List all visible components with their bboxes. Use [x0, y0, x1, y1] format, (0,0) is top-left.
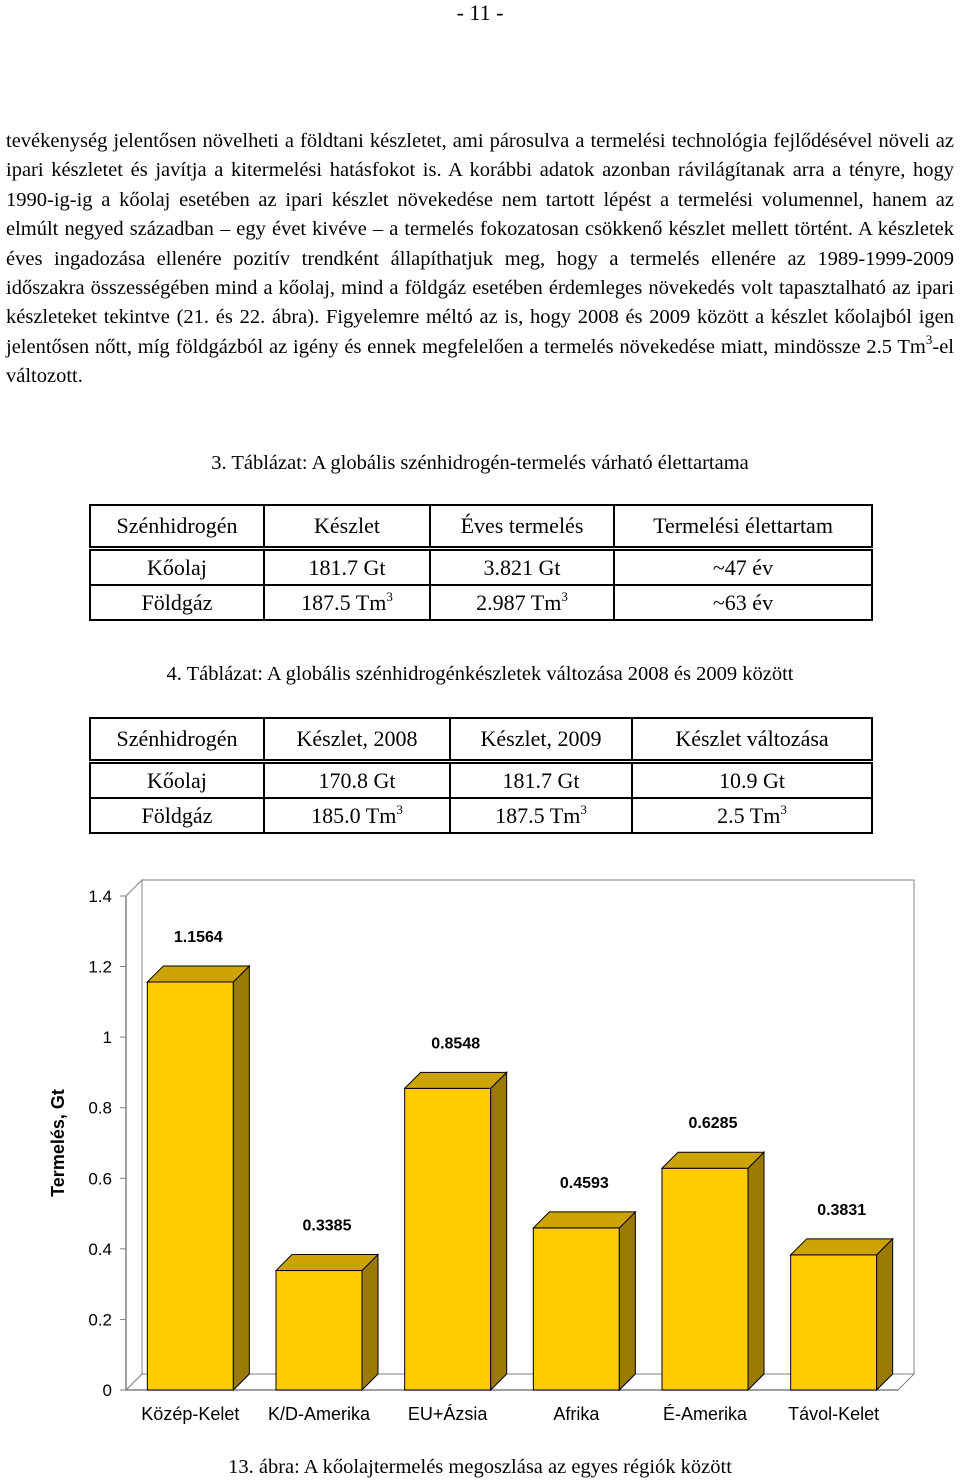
x-category-label: EU+Ázsia [407, 1404, 488, 1424]
table-cell: Kőolaj [90, 762, 264, 799]
table-row [90, 549, 872, 586]
bar-front [276, 1271, 362, 1390]
table-cell: 10.9 Gt [632, 762, 872, 799]
figure-caption: 13. ábra: A kőolajtermelés megoszlása az egyes régiók között [228, 1456, 732, 1478]
y-tick-label: 0.8 [88, 1098, 112, 1118]
bar-side [362, 1255, 378, 1390]
bar-top [533, 1212, 635, 1228]
y-tick-label: 0.6 [88, 1169, 112, 1189]
y-axis-title: Termelés, Gt [48, 1089, 68, 1197]
bar-side [619, 1212, 635, 1390]
paragraph-tail: -el változott. [6, 335, 954, 388]
table3-caption: 3. Táblázat: A globális szénhidrogén-termelés várható élettartama [211, 452, 749, 474]
x-category-label: Afrika [553, 1404, 600, 1424]
table3-header-cell: Készlet [264, 505, 430, 549]
table3-header-cell: Éves termelés [430, 505, 614, 549]
table-cell: 187.5 Tm$^3$ [450, 798, 632, 833]
table-cell: ~47 év [614, 549, 872, 586]
table4-header-row [90, 718, 872, 762]
x-category-label: K/D-Amerika [267, 1404, 371, 1424]
chart-side-wall [126, 880, 142, 1390]
table4 [89, 717, 873, 834]
x-category-label: É-Amerika [662, 1404, 748, 1424]
x-category-label: Közép-Kelet [141, 1404, 240, 1424]
bar-data-label: 0.3831 [817, 1201, 867, 1219]
paragraph-superscript: 3 [925, 331, 933, 347]
bar-data-label: 0.4593 [559, 1174, 609, 1192]
y-tick-label: 1.2 [88, 957, 112, 977]
bar-side [748, 1152, 764, 1390]
bar-front [405, 1088, 491, 1390]
table-cell: 3.821 Gt [430, 549, 614, 586]
bar-front [662, 1168, 748, 1390]
table-cell: 181.7 Gt [450, 762, 632, 799]
table-cell: 170.8 Gt [264, 762, 450, 799]
table-cell: ~63 év [614, 585, 872, 620]
bar-top [276, 1255, 378, 1271]
bar-chart [0, 870, 960, 1456]
y-tick-label: 0 [102, 1381, 112, 1400]
x-category-label: Távol-Kelet [788, 1404, 880, 1424]
table-cell: 187.5 Tm$^3$ [264, 585, 430, 620]
bar-top [405, 1072, 507, 1088]
table4-header-cell: Készlet, 2009 [450, 718, 632, 762]
table3-header-cell: Termelési élettartam [614, 505, 872, 549]
table-cell: Földgáz [90, 798, 264, 833]
bar-top [662, 1152, 764, 1168]
bar-side [233, 966, 249, 1390]
table3 [89, 504, 873, 621]
bar-data-label: 1.1564 [173, 928, 223, 946]
bar-top [791, 1239, 893, 1255]
table-cell: 2.5 Tm$^3$ [632, 798, 872, 833]
bar-data-label: 0.8548 [431, 1035, 481, 1053]
bar-front [533, 1228, 619, 1390]
table4-header-cell: Készlet változása [632, 718, 872, 762]
bar-front [791, 1255, 877, 1390]
table-cell: 2.987 Tm$^3$ [430, 585, 614, 620]
table4-header-cell: Szénhidrogén [90, 718, 264, 762]
table-cell: Kőolaj [90, 549, 264, 586]
table-row [90, 798, 872, 833]
body-paragraph [6, 127, 954, 392]
table3-header-row [90, 505, 872, 549]
y-tick-label: 1.4 [88, 887, 112, 906]
bar-data-label: 0.6285 [688, 1115, 738, 1133]
bar-front [147, 982, 233, 1390]
table-row [90, 585, 872, 620]
table4-header-cell: Készlet, 2008 [264, 718, 450, 762]
y-tick-label: 1 [102, 1028, 112, 1048]
table-row [90, 762, 872, 799]
bar-side [877, 1239, 893, 1390]
table4-caption: 4. Táblázat: A globális szénhidrogénkészletek változása 2008 és 2009 között [166, 663, 794, 685]
y-tick-label: 0.2 [88, 1310, 112, 1330]
table3-header-cell: Szénhidrogén [90, 505, 264, 549]
table-cell: 185.0 Tm$^3$ [264, 798, 450, 833]
table-cell: Földgáz [90, 585, 264, 620]
bar-top [147, 966, 249, 982]
table-cell: 181.7 Gt [264, 549, 430, 586]
y-tick-label: 0.4 [88, 1239, 112, 1259]
bar-data-label: 0.3385 [302, 1217, 352, 1235]
paragraph-text: tevékenység jelentősen növelheti a földtani készletet, ami párosulva a termelési technológia fejlődésével növeli az ipari készletet és javítja a kitermelési hatásfokot is. A korábbi adatok azonban rávilágítanak arra a tényre, hogy 1990-ig-ig a kőolaj esetében az ipari készlet növekedése nem tartott lépést a termelési volumennel, hanem az elmúlt negyed században – egy évet kivéve – a termelés fokozatosan csökkenő készlet mellett történt. A készletek éves ingadozása ellenére pozitív trendként állapíthatjuk meg, hogy a termelés ellenére az 1989-1999-2009 időszakra összességében mind a kőolaj, mind a földgáz esetében érdemleges növekedés volt tapasztalható az ipari készleteket tekintve (21. és 22. ábra). Figyelemre méltó az is, hogy 2008 és 2009 között a készlet kőolajból igen jelentősen nőtt, míg földgázból az igény és ennek megfelelően a termelés növekedése miatt, mindössze 2.5 Tm [6, 130, 954, 358]
page-number: - 11 - [456, 0, 504, 25]
bar-side [491, 1072, 507, 1390]
